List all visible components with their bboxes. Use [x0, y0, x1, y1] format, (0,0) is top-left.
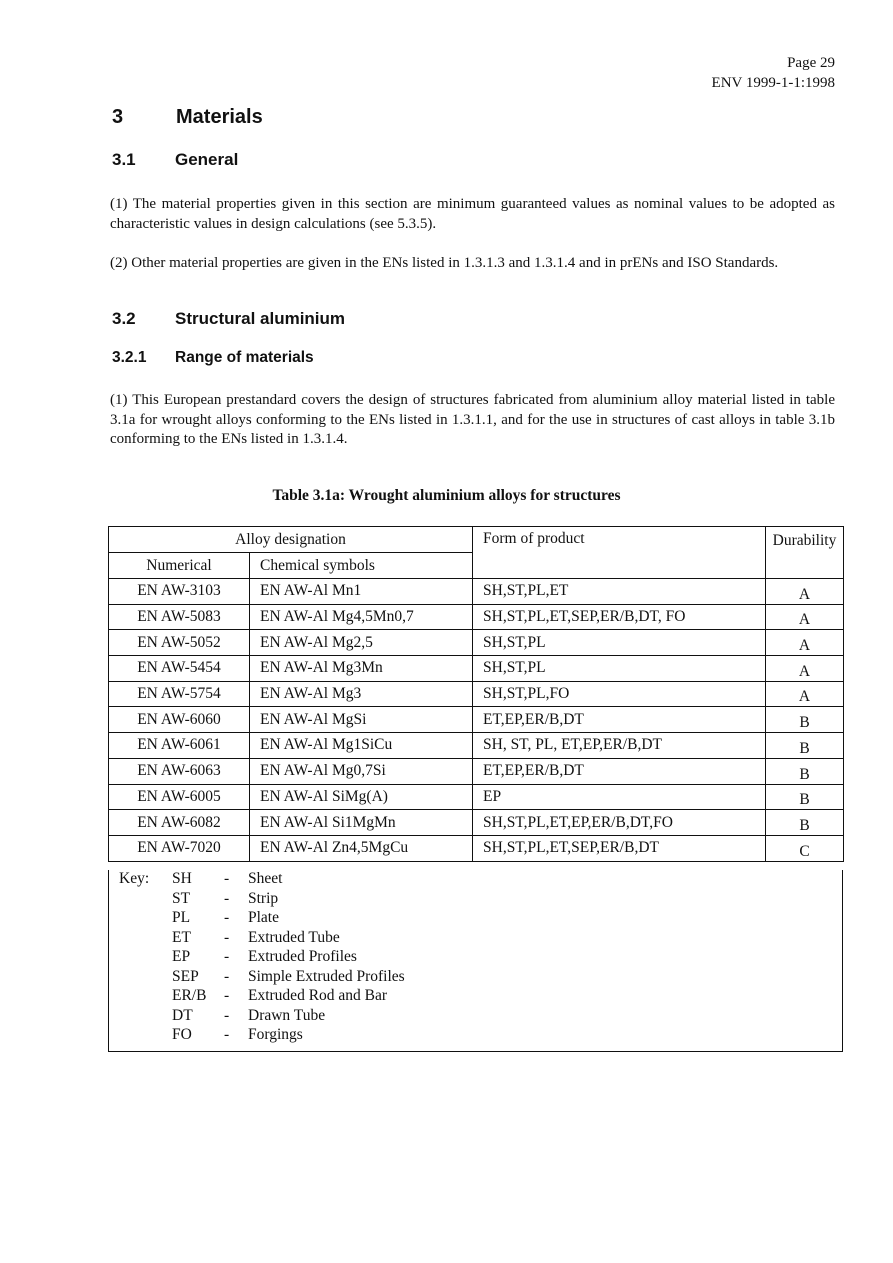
key-dash: -	[224, 987, 230, 1004]
numerical-cell: EN AW-5754	[109, 681, 250, 707]
key-dash: -	[224, 870, 230, 887]
form-cell: ET,EP,ER/B,DT	[473, 707, 766, 733]
numerical-cell: EN AW-3103	[109, 579, 250, 605]
chemical-cell: EN AW-Al MgSi	[250, 707, 473, 733]
section-3-2-heading	[112, 309, 346, 329]
durability-cell: A	[766, 630, 844, 656]
key-code: DT	[172, 1006, 193, 1024]
table-row	[109, 784, 844, 810]
table-row	[109, 810, 844, 836]
durability-cell: A	[766, 656, 844, 682]
form-cell: SH,ST,PL	[473, 656, 766, 682]
numerical-cell: EN AW-6061	[109, 733, 250, 759]
page-header	[712, 53, 835, 93]
key-description: Extruded Tube	[248, 928, 340, 946]
chemical-cell: EN AW-Al Mg3Mn	[250, 656, 473, 682]
section-number: 3.2	[112, 309, 136, 328]
chemical-cell: EN AW-Al Mn1	[250, 579, 473, 605]
section-number: 3.2.1	[112, 349, 147, 366]
section-title: Range of materials	[175, 349, 314, 366]
key-description: Sheet	[248, 870, 283, 887]
alloy-designation-header: Alloy designation	[109, 527, 473, 553]
key-code: SH	[172, 870, 192, 887]
form-cell: SH, ST, PL, ET,EP,ER/B,DT	[473, 733, 766, 759]
section-title: General	[175, 150, 239, 169]
table-row	[109, 758, 844, 784]
paragraph-3-1-1: (1) The material properties given in this section are minimum guaranteed values as nominal values to be adopted as characteristic values in design calculations (see 5.3.5).	[110, 196, 835, 232]
durability-cell: B	[766, 784, 844, 810]
key-dash: -	[224, 928, 230, 946]
durability-cell: A	[766, 579, 844, 605]
section-number: 3.1	[112, 150, 136, 169]
key-dash: -	[224, 909, 230, 926]
numerical-cell: EN AW-5454	[109, 656, 250, 682]
table-row	[109, 579, 844, 605]
key-dash: -	[224, 967, 230, 985]
form-cell: SH,ST,PL,ET,SEP,ER/B,DT, FO	[473, 604, 766, 630]
numerical-cell: EN AW-5083	[109, 604, 250, 630]
table-row	[109, 707, 844, 733]
key-dash: -	[224, 948, 230, 965]
wrought-alloys-table	[108, 526, 844, 862]
form-cell: SH,ST,PL,ET,SEP,ER/B,DT	[473, 835, 766, 861]
form-cell: SH,ST,PL,ET	[473, 579, 766, 605]
key-description: Drawn Tube	[248, 1006, 326, 1024]
key-code: ER/B	[172, 987, 207, 1004]
table-row	[109, 835, 844, 861]
table-row	[109, 656, 844, 682]
key-code: FO	[172, 1026, 192, 1043]
section-title: Materials	[176, 106, 263, 128]
chemical-cell: EN AW-Al SiMg(A)	[250, 784, 473, 810]
table-key	[108, 870, 843, 1052]
table-row	[109, 630, 844, 656]
section-number: 3	[112, 106, 124, 128]
durability-cell: B	[766, 733, 844, 759]
numerical-cell: EN AW-5052	[109, 630, 250, 656]
numerical-cell: EN AW-6005	[109, 784, 250, 810]
key-code: PL	[172, 909, 191, 926]
table-row	[109, 681, 844, 707]
key-code: EP	[172, 948, 191, 965]
section-title: Structural aluminium	[175, 309, 346, 328]
paragraph-3-2-1-1: (1) This European prestandard covers the design of structures fabricated from aluminium alloy material listed in table 3.1a for wrought alloys conforming to the ENs listed in 1.3.1.1, and for the use in structures of cast alloys in table 3.1b conforming to the ENs listed in 1.3.1.4.	[110, 392, 835, 447]
key-code: SEP	[172, 967, 199, 985]
form-cell: EP	[473, 784, 766, 810]
key-description: Strip	[248, 889, 279, 907]
section-3-1-heading	[112, 150, 239, 170]
chemical-cell: EN AW-Al Mg3	[250, 681, 473, 707]
form-of-product-header: Form of product	[473, 527, 766, 579]
durability-cell: B	[766, 707, 844, 733]
table-row	[109, 733, 844, 759]
chemical-cell: EN AW-Al Mg4,5Mn0,7	[250, 604, 473, 630]
form-cell: ET,EP,ER/B,DT	[473, 758, 766, 784]
key-description: Extruded Profiles	[248, 948, 357, 965]
durability-cell: C	[766, 835, 844, 861]
numerical-header: Numerical	[109, 553, 250, 579]
numerical-cell: EN AW-6063	[109, 758, 250, 784]
chemical-cell: EN AW-Al Mg0,7Si	[250, 758, 473, 784]
section-3-heading	[112, 106, 263, 129]
key-description: Forgings	[248, 1026, 303, 1043]
durability-cell: B	[766, 810, 844, 836]
paragraph-3-1-2: (2) Other material properties are given in the ENs listed in 1.3.1.3 and 1.3.1.4 and in prENs and ISO Standards.	[110, 255, 779, 271]
key-code: ST	[172, 889, 191, 907]
key-dash: -	[224, 1006, 230, 1024]
form-cell: SH,ST,PL,ET,EP,ER/B,DT,FO	[473, 810, 766, 836]
durability-header: Durability	[766, 527, 844, 579]
chemical-cell: EN AW-Al Si1MgMn	[250, 810, 473, 836]
document-code: ENV 1999-1-1:1998	[711, 75, 835, 91]
form-cell: SH,ST,PL	[473, 630, 766, 656]
numerical-cell: EN AW-6060	[109, 707, 250, 733]
section-3-2-1-heading	[112, 349, 314, 367]
chemical-cell: EN AW-Al Zn4,5MgCu	[250, 835, 473, 861]
durability-cell: A	[766, 681, 844, 707]
chemical-cell: EN AW-Al Mg1SiCu	[250, 733, 473, 759]
durability-cell: B	[766, 758, 844, 784]
numerical-cell: EN AW-6082	[109, 810, 250, 836]
key-description: Extruded Rod and Bar	[248, 987, 388, 1004]
form-cell: SH,ST,PL,FO	[473, 681, 766, 707]
key-dash: -	[224, 1026, 230, 1043]
durability-cell: A	[766, 604, 844, 630]
chemical-cell: EN AW-Al Mg2,5	[250, 630, 473, 656]
key-dash: -	[224, 889, 230, 907]
key-description: Simple Extruded Profiles	[248, 967, 405, 985]
numerical-cell: EN AW-7020	[109, 835, 250, 861]
page-number: Page 29	[787, 55, 835, 71]
table-row	[109, 604, 844, 630]
chemical-symbols-header: Chemical symbols	[250, 553, 473, 579]
key-code: ET	[172, 928, 191, 946]
table-caption: Table 3.1a: Wrought aluminium alloys for structures	[272, 487, 621, 504]
key-label: Key:	[119, 870, 150, 887]
key-description: Plate	[248, 909, 279, 926]
